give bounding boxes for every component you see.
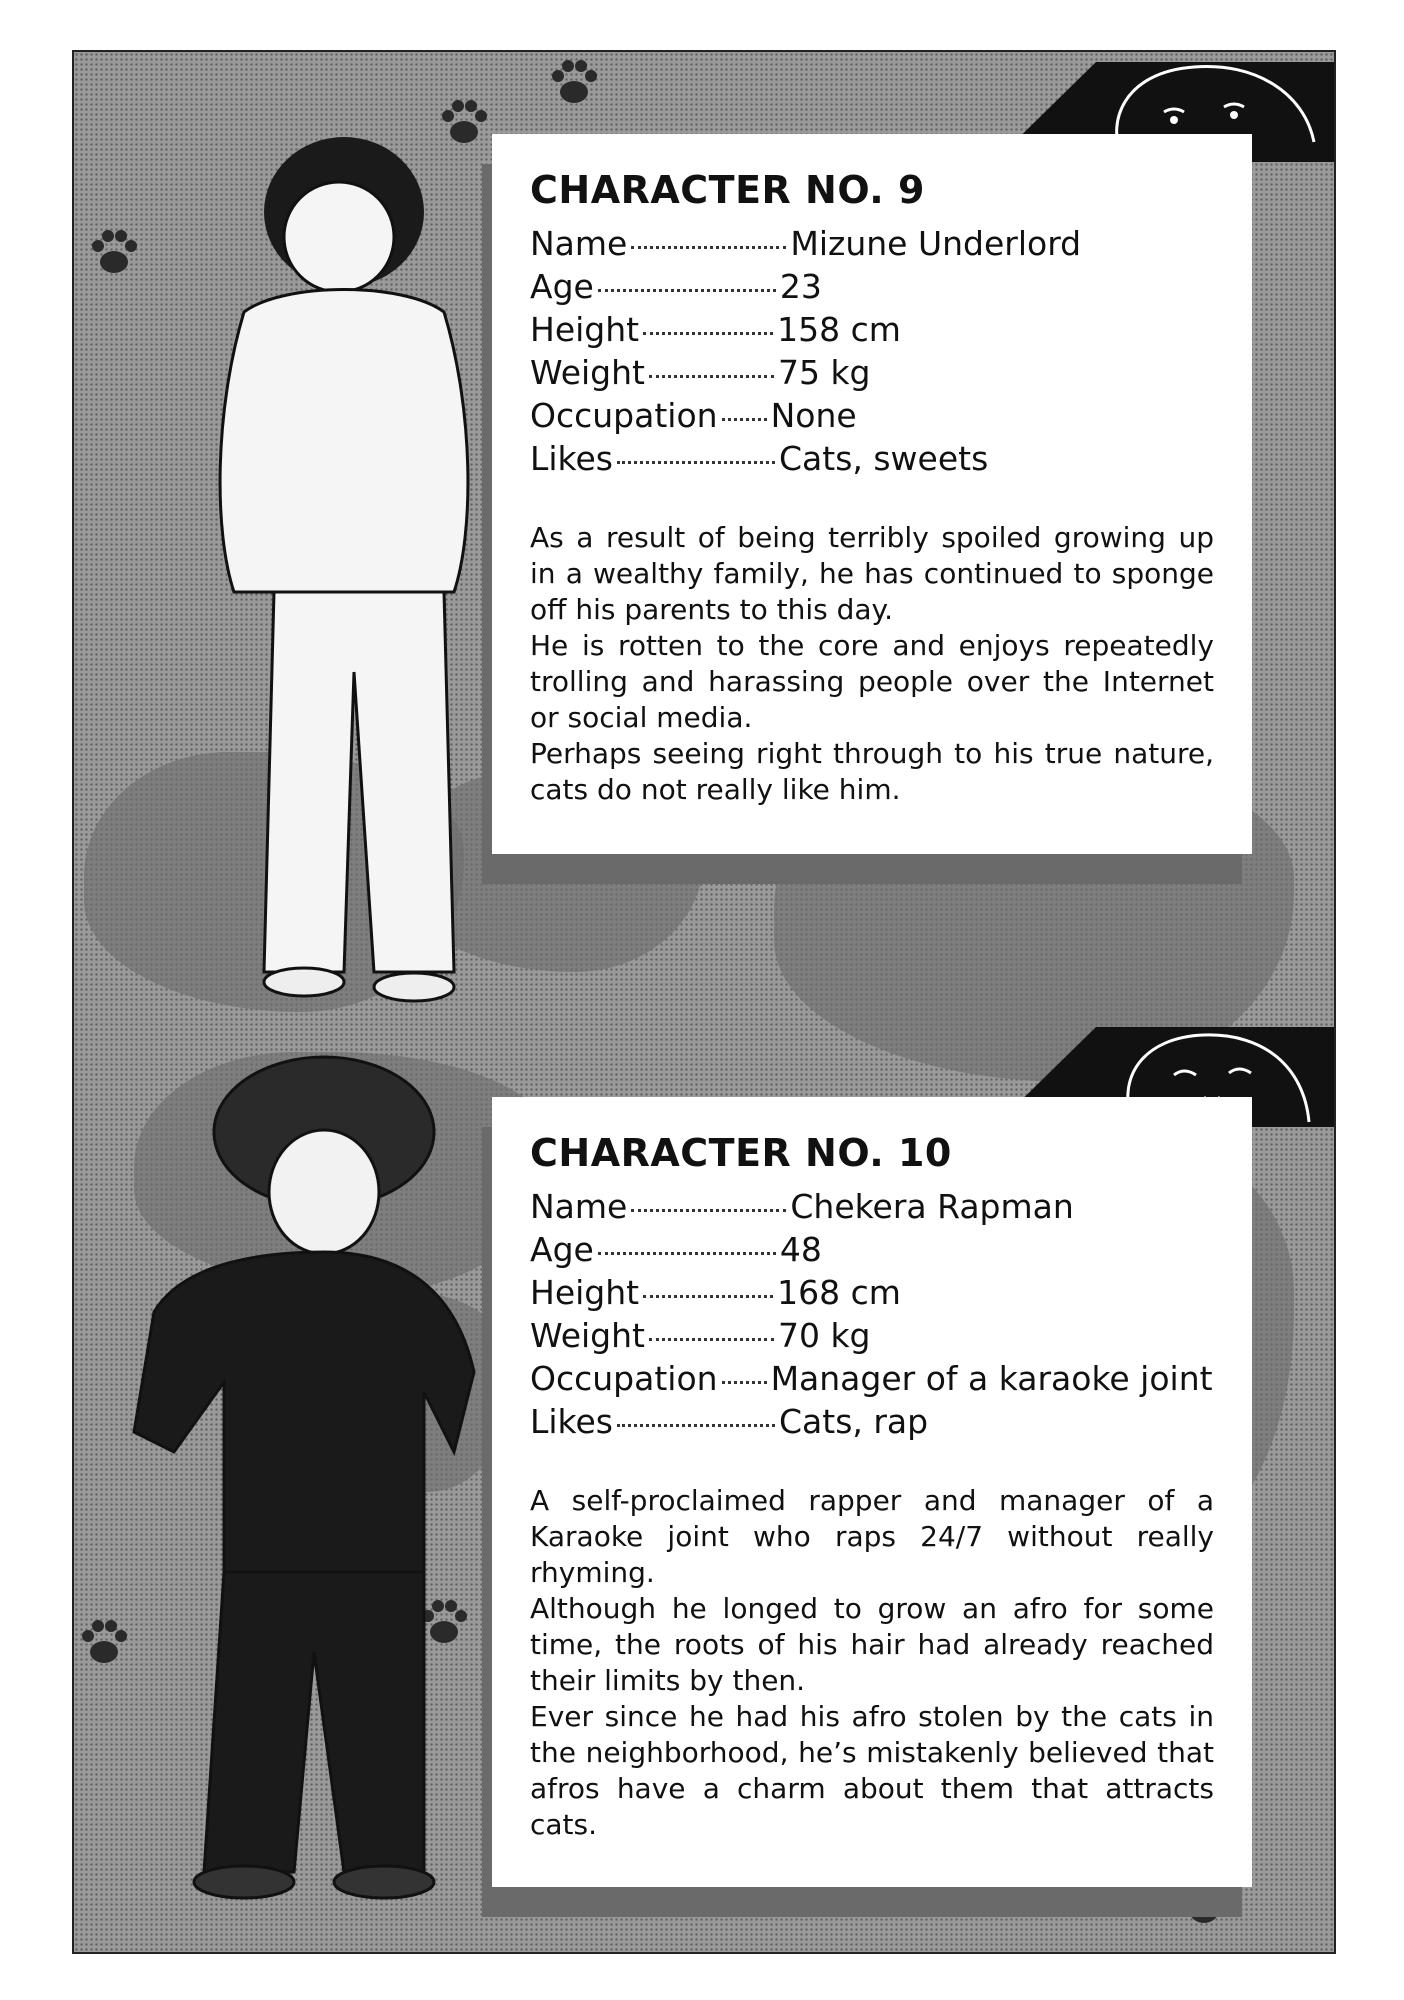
stats-list	[530, 1185, 1214, 1443]
stat-row-weight: Weight 70 kg	[530, 1316, 871, 1355]
stat-row-likes: Likes Cats, rap	[530, 1402, 929, 1441]
paw-print-icon	[544, 52, 604, 112]
bio-paragraph: Although he longed to grow an afro for some time, the roots of his hair had already reached their limits by then.	[530, 1592, 1214, 1697]
character-heading: CHARACTER NO. 9	[530, 168, 925, 212]
bio-paragraph: As a result of being terribly spoiled growing up in a wealthy family, he has continued to sponge off his parents to this day.	[530, 521, 1214, 626]
bio-paragraph: Ever since he had his afro stolen by the cats in the neighborhood, he’s mistakenly believed that afros have a charm about them that attracts cats.	[530, 1700, 1214, 1841]
character-card-9	[492, 134, 1252, 854]
stat-row-weight: Weight 75 kg	[530, 353, 871, 392]
character-10-illustration	[94, 1052, 514, 1912]
stat-row-name: Name Chekera Rapman	[530, 1187, 1074, 1226]
stat-row-height: Height 168 cm	[530, 1273, 901, 1312]
character-bio	[530, 1483, 1214, 1843]
bio-paragraph: Perhaps seeing right through to his true nature, cats do not really like him.	[530, 737, 1214, 806]
stat-row-age: Age 48	[530, 1230, 822, 1269]
stat-row-likes: Likes Cats, sweets	[530, 439, 989, 478]
character-heading: CHARACTER NO. 10	[530, 1131, 952, 1175]
stat-row-height: Height 158 cm	[530, 310, 901, 349]
stat-row-occupation: Occupation Manager of a karaoke joint	[530, 1359, 1213, 1398]
bio-paragraph: He is rotten to the core and enjoys repeatedly trolling and harassing people over the Internet or social media.	[530, 629, 1214, 734]
stat-row-name: Name Mizune Underlord	[530, 224, 1082, 263]
bio-paragraph: A self-proclaimed rapper and manager of a Karaoke joint who raps 24/7 without really rhyming.	[530, 1484, 1214, 1589]
character-9-illustration	[174, 112, 534, 1012]
stat-row-occupation: Occupation None	[530, 396, 857, 435]
character-bio	[530, 520, 1214, 808]
page-frame	[72, 50, 1336, 1954]
stats-list	[530, 222, 1214, 480]
paw-print-icon	[84, 222, 144, 282]
stat-row-age: Age 23	[530, 267, 822, 306]
character-card-10	[492, 1097, 1252, 1887]
